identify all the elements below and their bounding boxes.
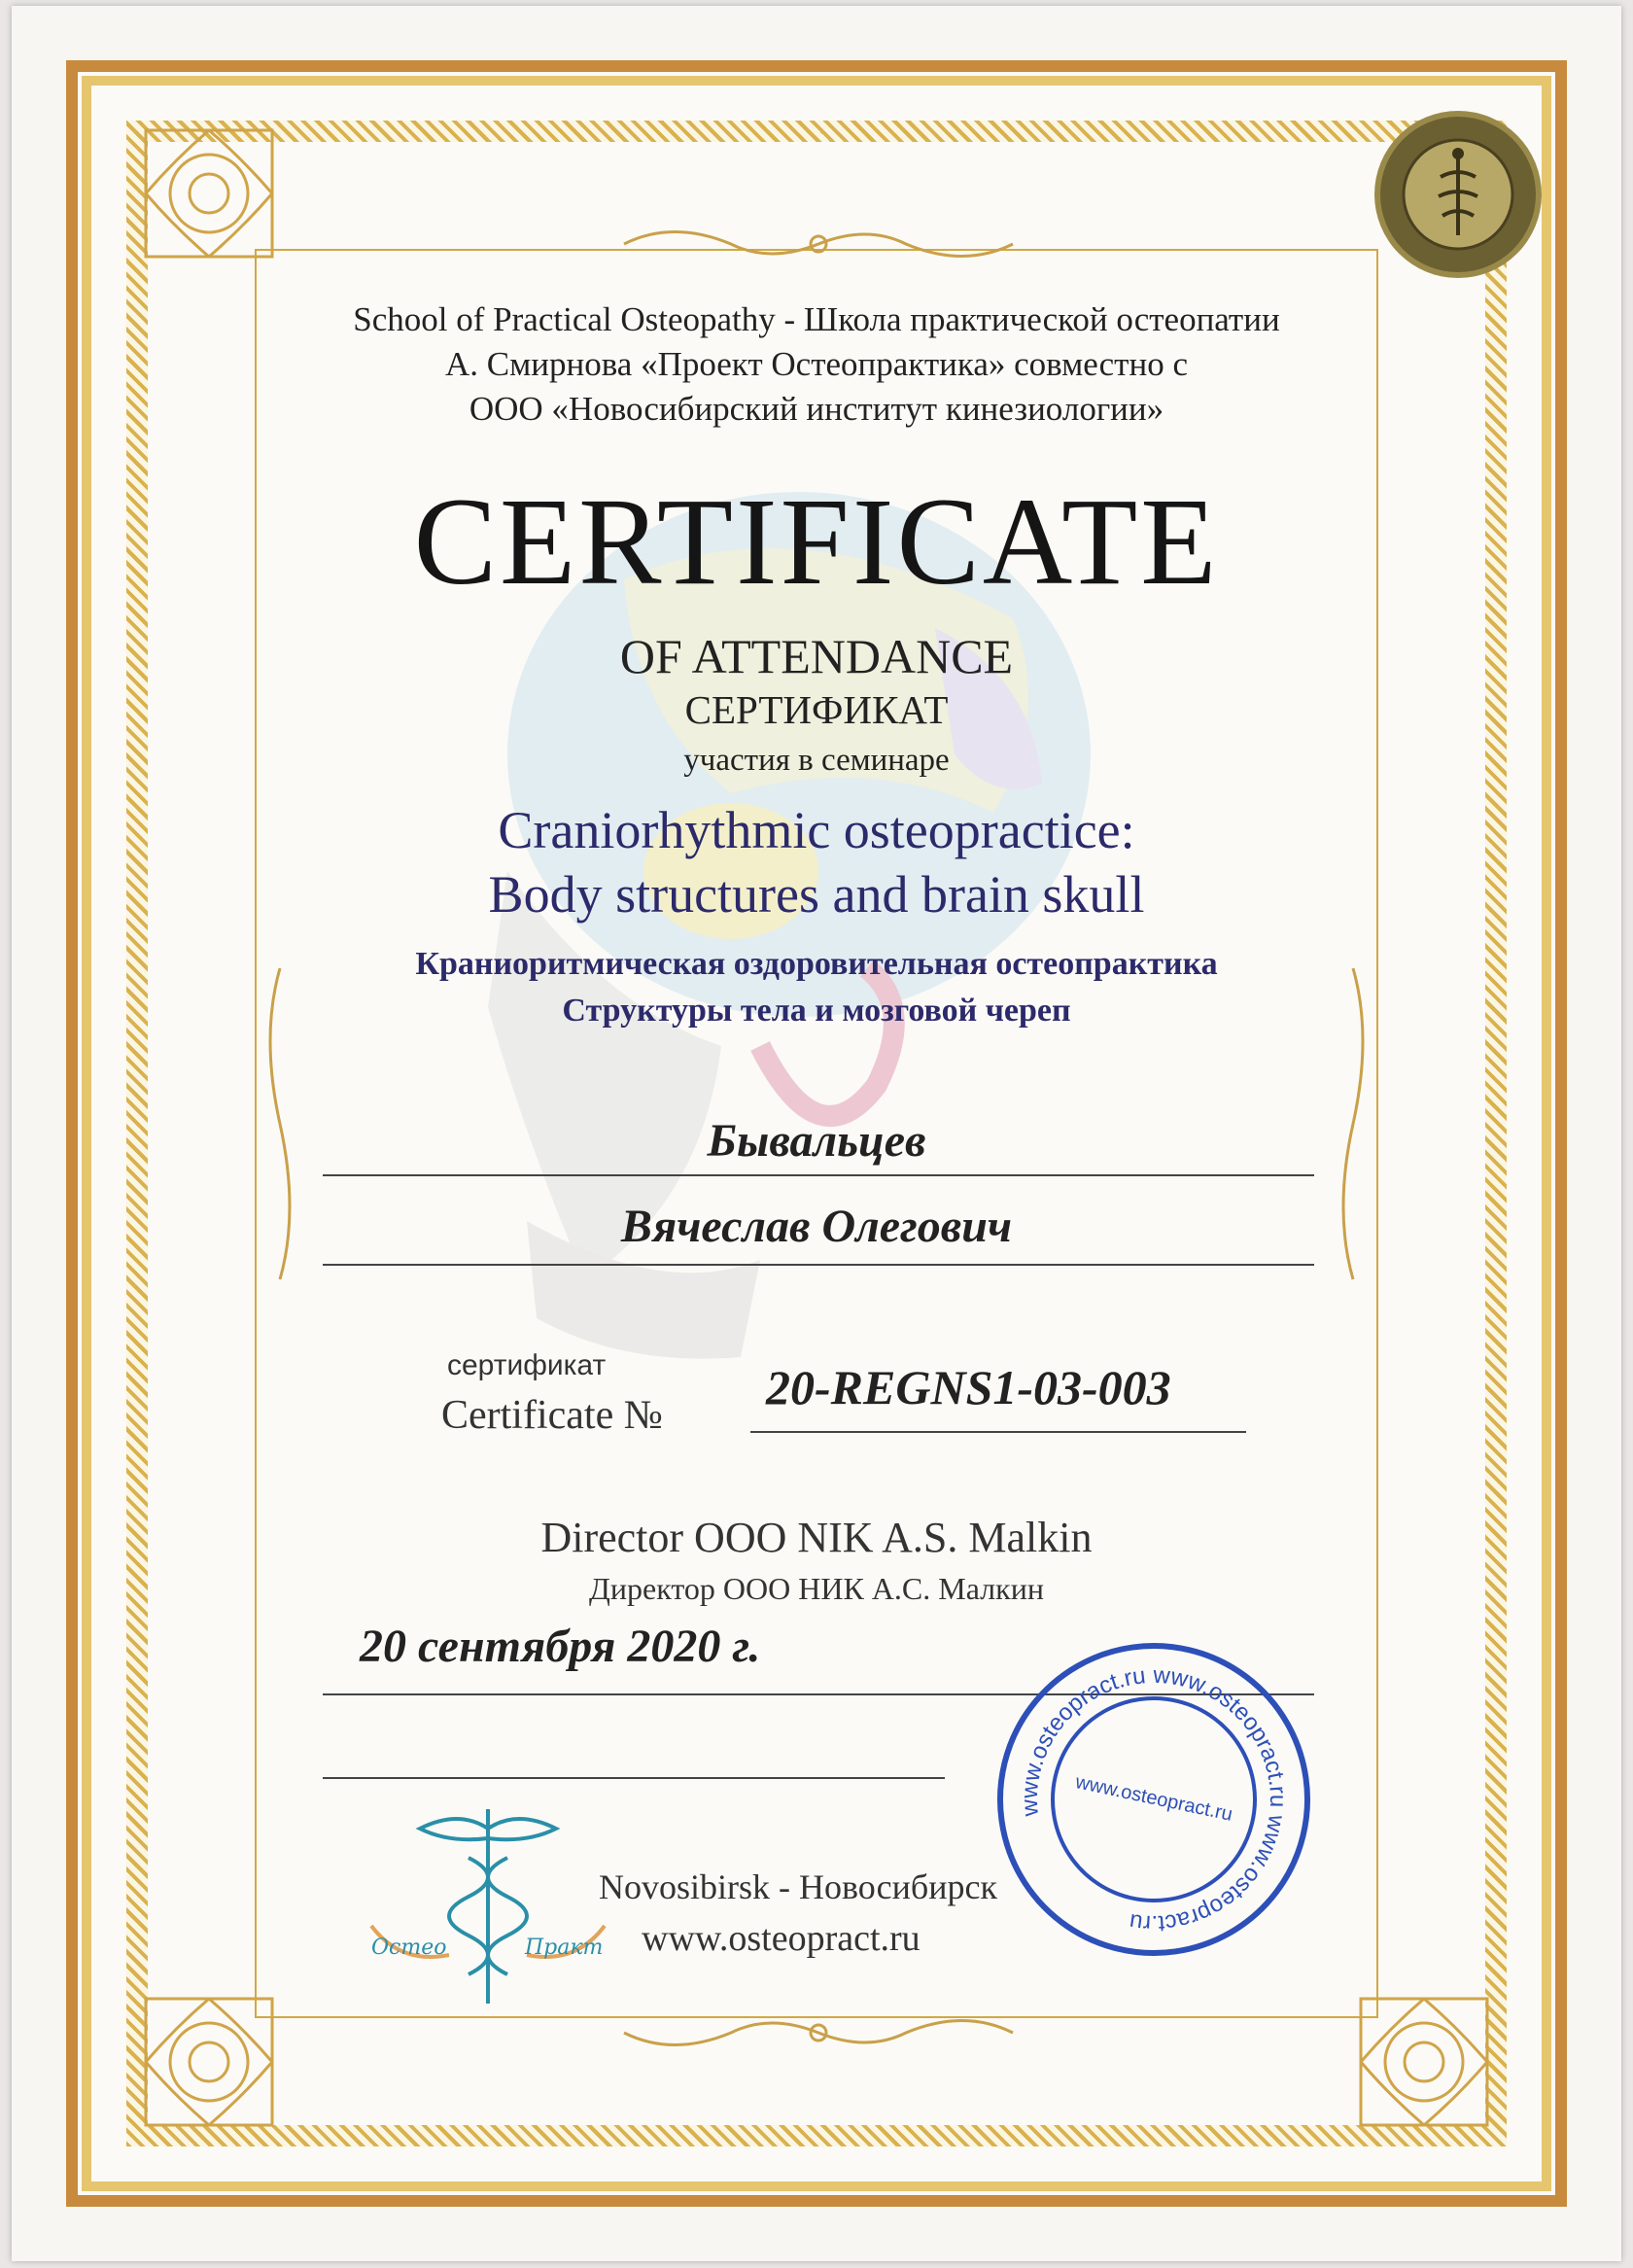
caduceus-icon [362, 1790, 614, 2013]
round-stamp [973, 1619, 1336, 1981]
logo-word-right: Практ [525, 1936, 604, 1960]
surname-underline [323, 1174, 1314, 1176]
stamp-ring-text: www.osteopract.ru www.osteopract.ru www.osteopract.ru [1016, 1661, 1292, 1937]
corner-ornament-top-left [136, 121, 282, 266]
certificate-number: 20-REGNS1-03-003 [766, 1360, 1171, 1414]
recipient-given-names: Вячеслав Олегович [620, 1201, 1013, 1252]
header-line-3: ООО «Новосибирский институт кинезиологии» [469, 390, 1164, 428]
hologram-seal [1372, 109, 1544, 280]
footer-website: www.osteopract.ru [642, 1918, 921, 1959]
bottom-flourish [614, 2008, 1023, 2057]
given-names-underline [323, 1264, 1314, 1266]
header-line-1: School of Practical Osteopathy - Школа практической остеопатии [353, 300, 1280, 338]
signature-line [323, 1777, 945, 1779]
corner-ornament-bottom-left [136, 1989, 282, 2135]
top-flourish [614, 220, 1023, 268]
certificate-label-ru: сертификат [447, 1349, 607, 1381]
corner-ornament-bottom-right [1351, 1989, 1497, 2135]
subtitle-en: OF ATTENDANCE [619, 629, 1014, 683]
course-title-en-line-1: Craniorhythmic osteopractice: [498, 801, 1135, 859]
course-title-en-line-2: Body structures and brain skull [488, 865, 1145, 924]
certificate-sheet [12, 6, 1621, 2261]
recipient-surname: Бывальцев [707, 1115, 926, 1167]
footer-city: Novosibirsk - Новосибирск [599, 1867, 997, 1906]
header-line-2: А. Смирнова «Проект Остеопрактика» совместно с [444, 345, 1188, 383]
course-title-ru [12, 941, 1621, 1034]
subtitle-ru: СЕРТИФИКАТ [684, 687, 949, 732]
logo-word-left: Остео [371, 1936, 447, 1960]
director-ru: Директор ООО НИК А.С. Малкин [589, 1571, 1044, 1606]
director-en: Director OOO NIK A.S. Malkin [540, 1514, 1093, 1561]
certificate-number-underline [750, 1431, 1246, 1433]
course-title-en [12, 798, 1621, 926]
osteopract-logo [362, 1790, 614, 2013]
stamp-center-text: www.osteopract.ru [1073, 1771, 1234, 1826]
certificate-title: CERTIFICATE [413, 472, 1220, 611]
course-title-ru-line-2: Структуры тела и мозговой череп [562, 993, 1071, 1029]
certificate-label-en: Certificate № [441, 1393, 663, 1438]
course-title-ru-line-1: Краниоритмическая оздоровительная остеопрактика [415, 946, 1218, 982]
participation-text: участия в семинаре [683, 743, 950, 778]
issue-date: 20 сентября 2020 г. [360, 1621, 761, 1672]
